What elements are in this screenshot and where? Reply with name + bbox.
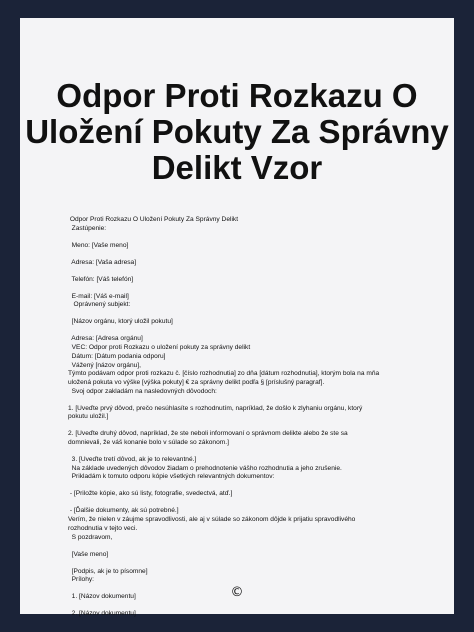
document-line: E-mail: [Váš e-mail] xyxy=(68,292,129,300)
document-line: [Vaše meno] xyxy=(68,550,109,558)
document-line: Vážený [názov orgánu], xyxy=(68,361,141,369)
document-line: 3. [Uveďte tretí dôvod, ak je to relevantné.] xyxy=(68,456,197,464)
document-line: Dátum: [Dátum podania odporu] xyxy=(68,352,166,360)
document-line: rozhodnutia v tejto veci. xyxy=(68,524,138,532)
blank-line xyxy=(68,482,418,490)
document-line: Prílohy: xyxy=(68,576,95,584)
blank-line xyxy=(68,310,418,318)
document-line: [Názov orgánu, ktorý uložil pokutu] xyxy=(68,318,173,326)
document-line: Na základe uvedených dôvodov žiadam o prehodnotenie vášho rozhodnutia a jeho zrušenie. xyxy=(68,464,342,472)
document-line: domnievali, že váš konanie bolo v súlade so zákonom.] xyxy=(68,439,229,447)
blank-line xyxy=(68,250,418,258)
document-line: Týmto podávam odpor proti rozkazu č. [číslo rozhodnutia] zo dňa [dátum rozhodnutia], ktorým bola na mňa xyxy=(68,370,380,378)
document-line: 1. [Názov dokumentu] xyxy=(68,593,136,601)
document-line: - [Priložte kópie, ako sú listy, fotografie, svedectvá, atď.] xyxy=(68,490,233,498)
blank-line xyxy=(68,284,418,292)
title-line-1: Odpor Proti Rozkazu O xyxy=(56,77,418,114)
document-line: VEC: Odpor proti Rozkazu o uložení pokuty za správny delikt xyxy=(68,344,251,352)
document-line: Oprávnený subjekt: xyxy=(68,301,131,309)
blank-line xyxy=(68,448,418,456)
blank-line xyxy=(68,602,418,610)
page-title xyxy=(20,78,454,186)
document-line: uložená pokuta vo výške [výška pokuty] € za správny delikt podľa § [príslušný paragraf]. xyxy=(68,378,325,386)
document-line: 2. [Uveďte druhý dôvod, napríklad, že ste neboli informovaní o správnom delikte alebo že ste sa xyxy=(68,430,348,438)
document-page xyxy=(20,18,454,618)
document-line: Adresa: [Vaša adresa] xyxy=(68,258,137,266)
document-line: 1. [Uveďte prvý dôvod, prečo nesúhlasíte s rozhodnutím, napríklad, že došlo k zlyhaniu orgánu, ktorý xyxy=(68,404,363,412)
document-line: Meno: [Vaše meno] xyxy=(68,241,129,249)
blank-line xyxy=(68,233,418,241)
blank-line xyxy=(68,422,418,430)
document-line: Svoj odpor zakladám na nasledovných dôvodoch: xyxy=(68,387,217,395)
document-line: 2. [Názov dokumentu] xyxy=(68,610,136,618)
blank-line xyxy=(68,396,418,404)
document-line: pokutu uložil.] xyxy=(68,413,109,421)
document-line: Adresa: [Adresa orgánu] xyxy=(68,335,143,343)
document-line: Telefón: [Váš telefón] xyxy=(68,275,134,283)
document-line: [Podpis, ak je to písomne] xyxy=(68,567,148,575)
title-line-3: Delikt Vzor xyxy=(151,149,323,186)
title-line-2: Uložení Pokuty Za Správny xyxy=(25,113,449,150)
blank-line xyxy=(68,327,418,335)
document-line: Zastúpenie: xyxy=(68,224,107,232)
document-body xyxy=(68,216,418,619)
document-line: - [Ďalšie dokumenty, ak sú potrebné.] xyxy=(68,507,179,515)
blank-line xyxy=(68,267,418,275)
document-line: Verím, že nielen v záujme spravodlivosti, ale aj v súlade so zákonom dôjde k prijatiu spravodlivého xyxy=(68,516,356,524)
copyright-icon: © xyxy=(230,585,244,600)
blank-line xyxy=(68,542,418,550)
document-line: S pozdravom, xyxy=(68,533,113,541)
document-line: Prikladám k tomuto odporu kópie všetkých relevantných dokumentov: xyxy=(68,473,275,481)
document-line: Odpor Proti Rozkazu O Uložení Pokuty Za Správny Delikt xyxy=(68,216,239,223)
blank-line xyxy=(68,559,418,567)
